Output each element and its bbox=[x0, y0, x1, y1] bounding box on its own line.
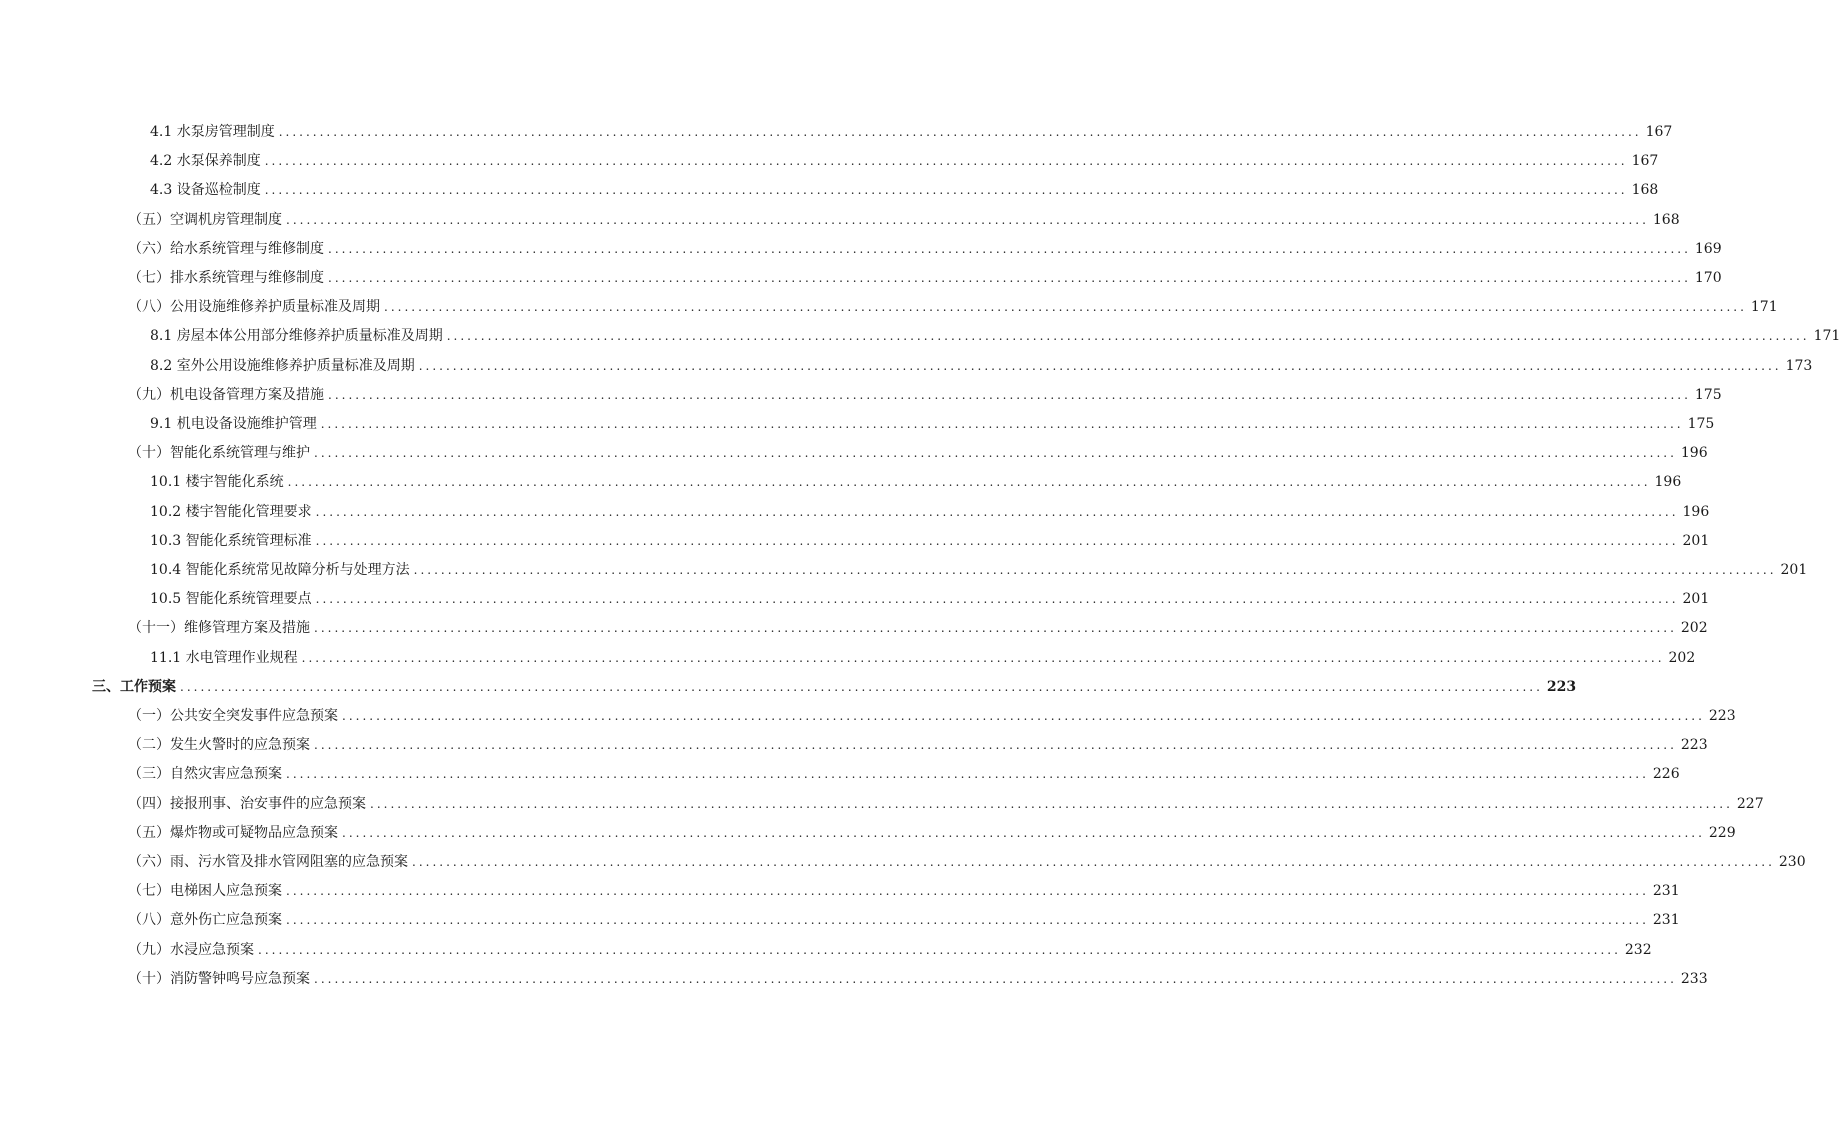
toc-entry[interactable] bbox=[128, 880, 1680, 902]
toc-entry-title: （七）排水系统管理与维修制度 bbox=[128, 270, 324, 286]
toc-entry-title: 9.1 机电设备设施维护管理 bbox=[150, 416, 317, 432]
toc-entry-page-number: 223 bbox=[1708, 708, 1736, 724]
toc-entry[interactable] bbox=[150, 501, 1710, 523]
toc-dot-leader: ........................................................................................................................................................................................................ bbox=[315, 505, 1679, 519]
toc-entry-title: 三、工作预案 bbox=[92, 679, 176, 695]
toc-entry-title: （二）发生火警时的应急预案 bbox=[128, 737, 310, 753]
toc-entry-page-number: 170 bbox=[1694, 270, 1722, 286]
toc-entry-page-number: 171 bbox=[1750, 299, 1778, 315]
toc-entry-title: （三）自然灾害应急预案 bbox=[128, 766, 282, 782]
toc-entry[interactable] bbox=[128, 851, 1806, 873]
toc-entry-page-number: 231 bbox=[1652, 883, 1680, 899]
toc-dot-leader: ........................................................................................................................................................................................................ bbox=[342, 709, 1705, 723]
toc-dot-leader: ........................................................................................................................................................................................................ bbox=[320, 417, 1684, 431]
toc-dot-leader: ........................................................................................................................................................................................................ bbox=[286, 213, 1649, 227]
toc-entry-title: （十一）维修管理方案及措施 bbox=[128, 620, 310, 636]
toc-entry[interactable] bbox=[128, 238, 1722, 260]
toc-entry[interactable] bbox=[128, 734, 1708, 756]
toc-dot-leader: ........................................................................................................................................................................................................ bbox=[314, 972, 1677, 986]
toc-dot-leader: ........................................................................................................................................................................................................ bbox=[328, 388, 1691, 402]
toc-entry-page-number: 171 bbox=[1813, 328, 1840, 344]
toc-entry-title: （八）公用设施维修养护质量标准及周期 bbox=[128, 299, 380, 315]
toc-entry[interactable] bbox=[150, 150, 1659, 172]
toc-dot-leader: ........................................................................................................................................................................................................ bbox=[315, 592, 1679, 606]
toc-entry[interactable] bbox=[128, 793, 1764, 815]
toc-dot-leader: ........................................................................................................................................................................................................ bbox=[287, 475, 1651, 489]
toc-dot-leader: ........................................................................................................................................................................................................ bbox=[258, 943, 1621, 957]
toc-entry-page-number: 223 bbox=[1680, 737, 1708, 753]
toc-entry-title: （六）给水系统管理与维修制度 bbox=[128, 241, 324, 257]
toc-dot-leader: ........................................................................................................................................................................................................ bbox=[413, 563, 1777, 577]
toc-entry-title: 10.2 楼宇智能化管理要求 bbox=[150, 504, 312, 520]
toc-entry-page-number: 167 bbox=[1645, 124, 1673, 140]
toc-entry[interactable] bbox=[150, 325, 1840, 347]
toc-entry-page-number: 233 bbox=[1680, 971, 1708, 987]
toc-entry-title: （四）接报刑事、治安事件的应急预案 bbox=[128, 796, 366, 812]
toc-entry-title: 10.4 智能化系统常见故障分析与处理方法 bbox=[150, 562, 410, 578]
toc-entry-title: 4.1 水泵房管理制度 bbox=[150, 124, 275, 140]
toc-entry-page-number: 232 bbox=[1624, 942, 1652, 958]
toc-dot-leader: ........................................................................................................................................................................................................ bbox=[180, 680, 1543, 694]
toc-entry[interactable] bbox=[128, 267, 1722, 289]
toc-dot-leader: ........................................................................................................................................................................................................ bbox=[278, 125, 1642, 139]
toc-entry-title: 8.1 房屋本体公用部分维修养护质量标准及周期 bbox=[150, 328, 443, 344]
toc-entry-title: （九）机电设备管理方案及措施 bbox=[128, 387, 324, 403]
toc-entry-page-number: 168 bbox=[1652, 212, 1680, 228]
toc-entry-title: 8.2 室外公用设施维修养护质量标准及周期 bbox=[150, 358, 415, 374]
toc-entry-page-number: 230 bbox=[1778, 854, 1806, 870]
toc-dot-leader: ........................................................................................................................................................................................................ bbox=[315, 534, 1679, 548]
toc-dot-leader: ........................................................................................................................................................................................................ bbox=[418, 359, 1782, 373]
toc-dot-leader: ........................................................................................................................................................................................................ bbox=[328, 242, 1691, 256]
toc-dot-leader: ........................................................................................................................................................................................................ bbox=[264, 183, 1628, 197]
toc-entry-page-number: 169 bbox=[1694, 241, 1722, 257]
toc-entry-page-number: 223 bbox=[1546, 679, 1577, 695]
toc-dot-leader: ........................................................................................................................................................................................................ bbox=[412, 855, 1775, 869]
toc-entry[interactable] bbox=[150, 559, 1808, 581]
toc-entry-title: （十）智能化系统管理与维护 bbox=[128, 445, 310, 461]
toc-entry[interactable] bbox=[128, 209, 1680, 231]
toc-dot-leader: ........................................................................................................................................................................................................ bbox=[286, 913, 1649, 927]
toc-dot-leader: ........................................................................................................................................................................................................ bbox=[286, 884, 1649, 898]
toc-entry-title: （八）意外伤亡应急预案 bbox=[128, 912, 282, 928]
toc-entry-page-number: 202 bbox=[1680, 620, 1708, 636]
toc-entry-title: 4.2 水泵保养制度 bbox=[150, 153, 261, 169]
toc-dot-leader: ........................................................................................................................................................................................................ bbox=[384, 300, 1747, 314]
toc-dot-leader: ........................................................................................................................................................................................................ bbox=[446, 329, 1810, 343]
toc-entry-title: 10.1 楼宇智能化系统 bbox=[150, 474, 284, 490]
toc-entry[interactable] bbox=[128, 296, 1778, 318]
toc-entry-page-number: 229 bbox=[1708, 825, 1736, 841]
toc-dot-leader: ........................................................................................................................................................................................................ bbox=[286, 767, 1649, 781]
toc-entry-title: 10.5 智能化系统管理要点 bbox=[150, 591, 312, 607]
toc-dot-leader: ........................................................................................................................................................................................................ bbox=[314, 621, 1677, 635]
toc-entry-title: （一）公共安全突发事件应急预案 bbox=[128, 708, 338, 724]
toc-entry-page-number: 201 bbox=[1682, 591, 1710, 607]
toc-entry[interactable] bbox=[150, 530, 1710, 552]
toc-entry-page-number: 226 bbox=[1652, 766, 1680, 782]
toc-entry[interactable] bbox=[150, 588, 1710, 610]
toc-entry-page-number: 175 bbox=[1687, 416, 1715, 432]
toc-entry-title: （六）雨、污水管及排水管网阻塞的应急预案 bbox=[128, 854, 408, 870]
toc-entry[interactable] bbox=[150, 471, 1682, 493]
toc-entry-page-number: 231 bbox=[1652, 912, 1680, 928]
toc-entry[interactable] bbox=[128, 909, 1680, 931]
toc-entry-page-number: 168 bbox=[1631, 182, 1659, 198]
toc-entry-page-number: 227 bbox=[1736, 796, 1764, 812]
toc-entry-page-number: 173 bbox=[1785, 358, 1813, 374]
toc-entry-page-number: 167 bbox=[1631, 153, 1659, 169]
toc-entry[interactable] bbox=[150, 355, 1813, 377]
toc-entry[interactable] bbox=[128, 705, 1736, 727]
toc-dot-leader: ........................................................................................................................................................................................................ bbox=[264, 154, 1628, 168]
toc-entry-title: 10.3 智能化系统管理标准 bbox=[150, 533, 312, 549]
toc-entry[interactable] bbox=[128, 822, 1736, 844]
toc-entry[interactable] bbox=[128, 617, 1708, 639]
toc-entry[interactable] bbox=[128, 384, 1722, 406]
toc-entry[interactable] bbox=[128, 763, 1680, 785]
toc-entry-title: （五）空调机房管理制度 bbox=[128, 212, 282, 228]
toc-dot-leader: ........................................................................................................................................................................................................ bbox=[314, 446, 1677, 460]
toc-entry-page-number: 201 bbox=[1682, 533, 1710, 549]
toc-entry-page-number: 196 bbox=[1680, 445, 1708, 461]
toc-entry[interactable] bbox=[128, 968, 1708, 990]
toc-dot-leader: ........................................................................................................................................................................................................ bbox=[342, 826, 1705, 840]
toc-entry[interactable] bbox=[128, 939, 1652, 961]
toc-entry[interactable] bbox=[150, 179, 1659, 201]
toc-entry[interactable] bbox=[150, 121, 1673, 143]
toc-entry-title: （九）水浸应急预案 bbox=[128, 942, 254, 958]
toc-entry[interactable] bbox=[92, 676, 1577, 698]
toc-entry-page-number: 175 bbox=[1694, 387, 1722, 403]
toc-entry-title: （十）消防警钟鸣号应急预案 bbox=[128, 971, 310, 987]
toc-entry[interactable] bbox=[128, 442, 1708, 464]
toc-entry-title: 4.3 设备巡检制度 bbox=[150, 182, 261, 198]
toc-dot-leader: ........................................................................................................................................................................................................ bbox=[370, 797, 1733, 811]
toc-entry-page-number: 201 bbox=[1780, 562, 1808, 578]
toc-entry-page-number: 202 bbox=[1668, 650, 1696, 666]
toc-entry-title: （五）爆炸物或可疑物品应急预案 bbox=[128, 825, 338, 841]
toc-entry-page-number: 196 bbox=[1654, 474, 1682, 490]
toc-entry-title: 11.1 水电管理作业规程 bbox=[150, 650, 298, 666]
toc-dot-leader: ........................................................................................................................................................................................................ bbox=[314, 738, 1677, 752]
toc-entry-title: （七）电梯困人应急预案 bbox=[128, 883, 282, 899]
toc-dot-leader: ........................................................................................................................................................................................................ bbox=[328, 271, 1691, 285]
toc-entry[interactable] bbox=[150, 413, 1715, 435]
toc-entry-page-number: 196 bbox=[1682, 504, 1710, 520]
toc-entry[interactable] bbox=[150, 647, 1696, 669]
toc-dot-leader: ........................................................................................................................................................................................................ bbox=[301, 651, 1665, 665]
